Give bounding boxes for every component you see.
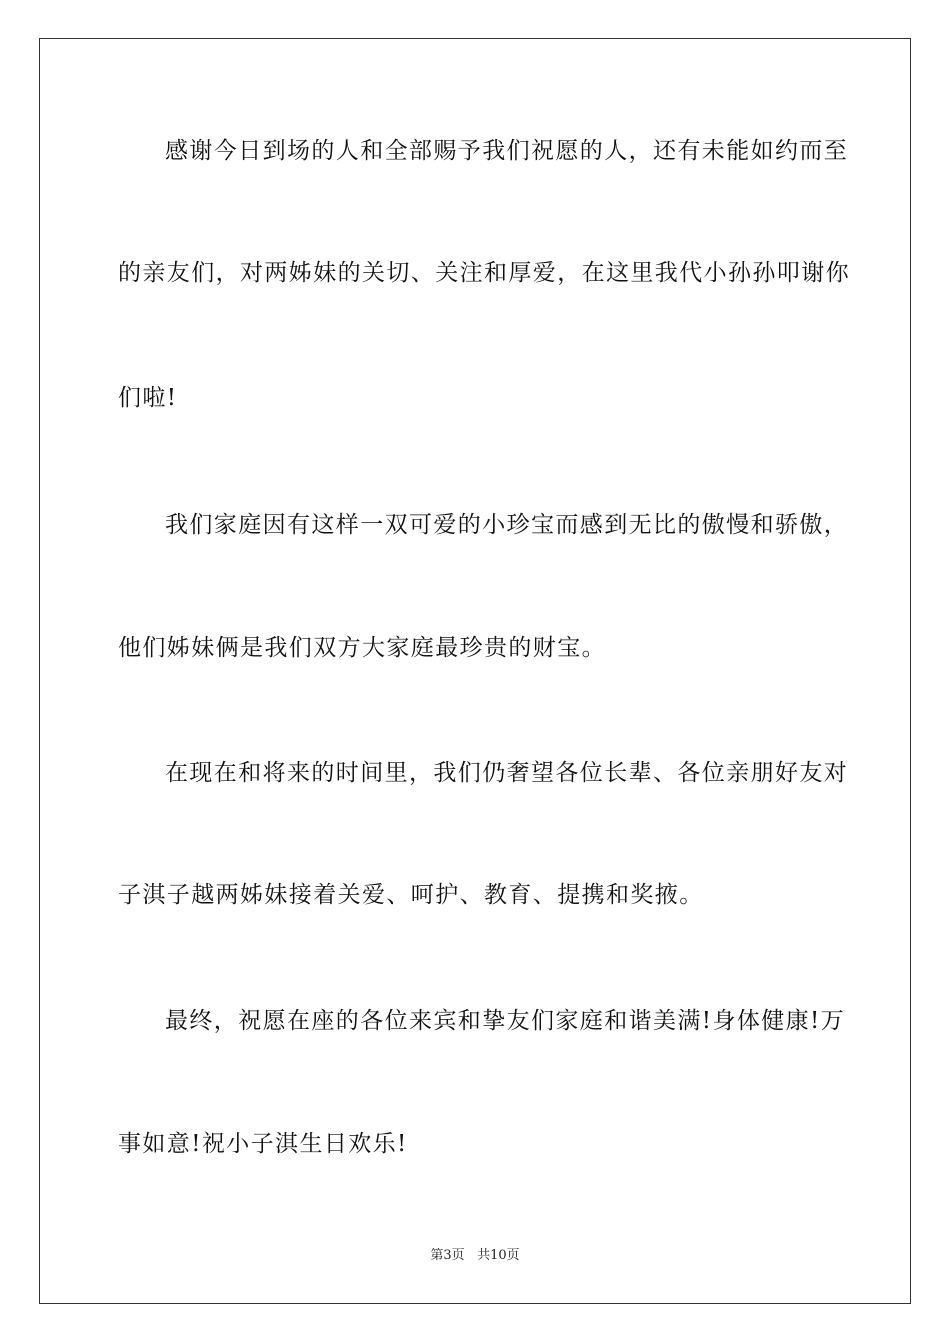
page-footer [0,1247,950,1265]
paragraph-2-line-2: 他们姊妹俩是我们双方大家庭最珍贵的财宝。 [118,635,606,661]
page-border [39,38,911,1304]
footer-spacer [465,1248,477,1263]
paragraph-3-line-2: 子淇子越两姊妹接着关爱、呵护、教育、提携和奖掖。 [118,882,704,908]
page-number: 第3页 [430,1248,465,1263]
page-total: 共10页 [477,1248,520,1263]
paragraph-1-line-1: 感谢今日到场的人和全部赐予我们祝愿的人，还有未能如约而至 [165,138,849,164]
paragraph-3-line-1: 在现在和将来的时间里，我们仍奢望各位长辈、各位亲朋好友对 [165,760,849,786]
paragraph-1-line-2: 的亲友们，对两姊妹的关切、关注和厚爱，在这里我代小孙孙叩谢你 [118,260,850,286]
paragraph-1-line-3: 们啦! [118,385,178,411]
paragraph-4-line-2: 事如意!祝小子淇生日欢乐! [118,1131,408,1157]
paragraph-2-line-1: 我们家庭因有这样一双可爱的小珍宝而感到无比的傲慢和骄傲， [165,512,849,538]
paragraph-4-line-1: 最终，祝愿在座的各位来宾和挚友们家庭和谐美满!身体健康!万 [165,1008,846,1034]
